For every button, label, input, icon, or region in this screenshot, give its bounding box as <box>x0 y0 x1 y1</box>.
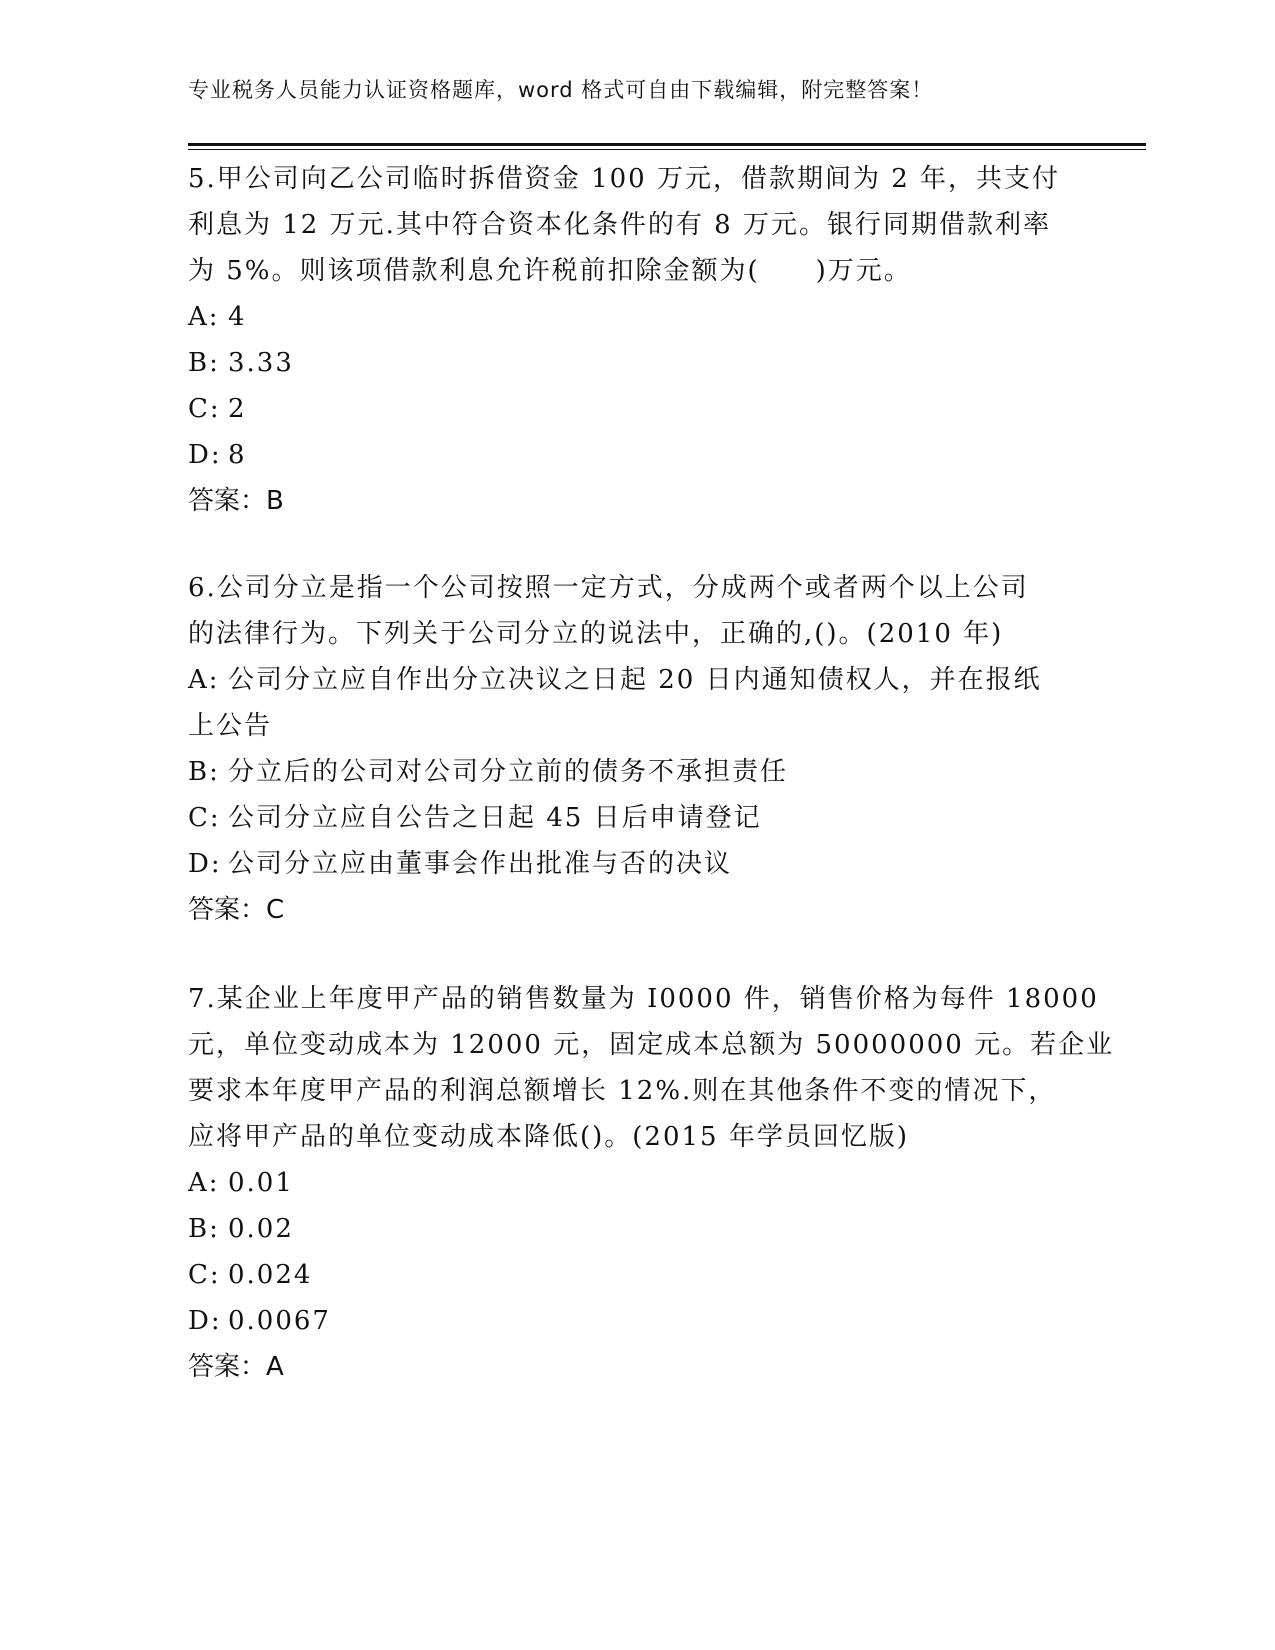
option-a <box>188 657 1088 703</box>
option-c <box>188 795 1088 841</box>
option-text: 公司分立应自作出分立决议之日起 20 日内通知债权人，并在报纸 <box>228 665 1042 695</box>
header-rule-thick <box>188 143 1146 146</box>
stem-line: 元，单位变动成本为 12000 元，固定成本总额为 50000000 元。若企业 <box>188 1030 1115 1060</box>
stem-line: 7.某企业上年度甲产品的销售数量为 I0000 件，销售价格为每件 18000 <box>188 984 1099 1014</box>
option-key: B: <box>188 1214 220 1244</box>
option-a <box>188 294 1088 340</box>
option-c <box>188 1252 1088 1298</box>
option-key: C: <box>188 394 221 424</box>
option-text: 分立后的公司对公司分立前的债务不承担责任 <box>228 757 789 787</box>
header-rule-thin <box>188 149 1146 150</box>
option-d <box>188 841 1088 887</box>
stem-line: 5.甲公司向乙公司临时拆借资金 100 万元，借款期间为 2 年，共支付 <box>188 164 1061 194</box>
page-header: 专业税务人员能力认证资格题库，word 格式可自由下载编辑，附完整答案！ <box>188 78 934 102</box>
option-text: 8 <box>228 440 247 470</box>
option-text: 上公告 <box>188 711 273 741</box>
stem-line: 利息为 12 万元.其中符合资本化条件的有 8 万元。银行同期借款利率 <box>188 210 1051 240</box>
option-key: B: <box>188 348 220 378</box>
option-key: A: <box>188 302 220 332</box>
option-key: B: <box>188 757 220 787</box>
option-b <box>188 1206 1088 1252</box>
option-text: 0.02 <box>228 1214 294 1244</box>
option-key: C: <box>188 803 221 833</box>
option-a-continued <box>188 703 1088 749</box>
option-text: 公司分立应自公告之日起 45 日后申请登记 <box>228 803 762 833</box>
option-a <box>188 1160 1088 1206</box>
option-text: 0.0067 <box>228 1306 331 1336</box>
question-7 <box>188 976 1115 1390</box>
option-key: D: <box>188 440 222 470</box>
question-stem <box>188 156 1088 294</box>
question-5 <box>188 156 1088 524</box>
option-text: 4 <box>228 302 247 332</box>
stem-line: 要求本年度甲产品的利润总额增长 12%.则在其他条件不变的情况下， <box>188 1076 1057 1106</box>
option-text: 2 <box>228 394 247 424</box>
option-key: A: <box>188 1168 220 1198</box>
option-key: D: <box>188 849 222 879</box>
stem-line: 为 5%。则该项借款利息允许税前扣除金额为( )万元。 <box>188 256 912 286</box>
question-6 <box>188 565 1088 933</box>
answer-line: 答案：A <box>188 1352 284 1382</box>
option-d <box>188 1298 1088 1344</box>
option-text: 0.01 <box>228 1168 294 1198</box>
stem-line: 6.公司分立是指一个公司按照一定方式，分成两个或者两个以上公司 <box>188 573 1029 603</box>
answer-line: 答案：B <box>188 486 284 516</box>
option-key: C: <box>188 1260 221 1290</box>
option-b <box>188 749 1088 795</box>
stem-line: 的法律行为。下列关于公司分立的说法中，正确的,()。(2010 年) <box>188 619 1004 649</box>
option-c <box>188 386 1088 432</box>
option-b <box>188 340 1088 386</box>
option-d <box>188 432 1088 478</box>
stem-line: 应将甲产品的单位变动成本降低()。(2015 年学员回忆版) <box>188 1122 910 1152</box>
option-text: 公司分立应由董事会作出批准与否的决议 <box>228 849 733 879</box>
answer-line: 答案：C <box>188 895 285 925</box>
option-text: 0.024 <box>228 1260 313 1290</box>
question-stem <box>188 565 1088 657</box>
option-text: 3.33 <box>228 348 294 378</box>
option-key: D: <box>188 1306 222 1336</box>
option-key: A: <box>188 665 220 695</box>
question-stem <box>188 976 1115 1160</box>
